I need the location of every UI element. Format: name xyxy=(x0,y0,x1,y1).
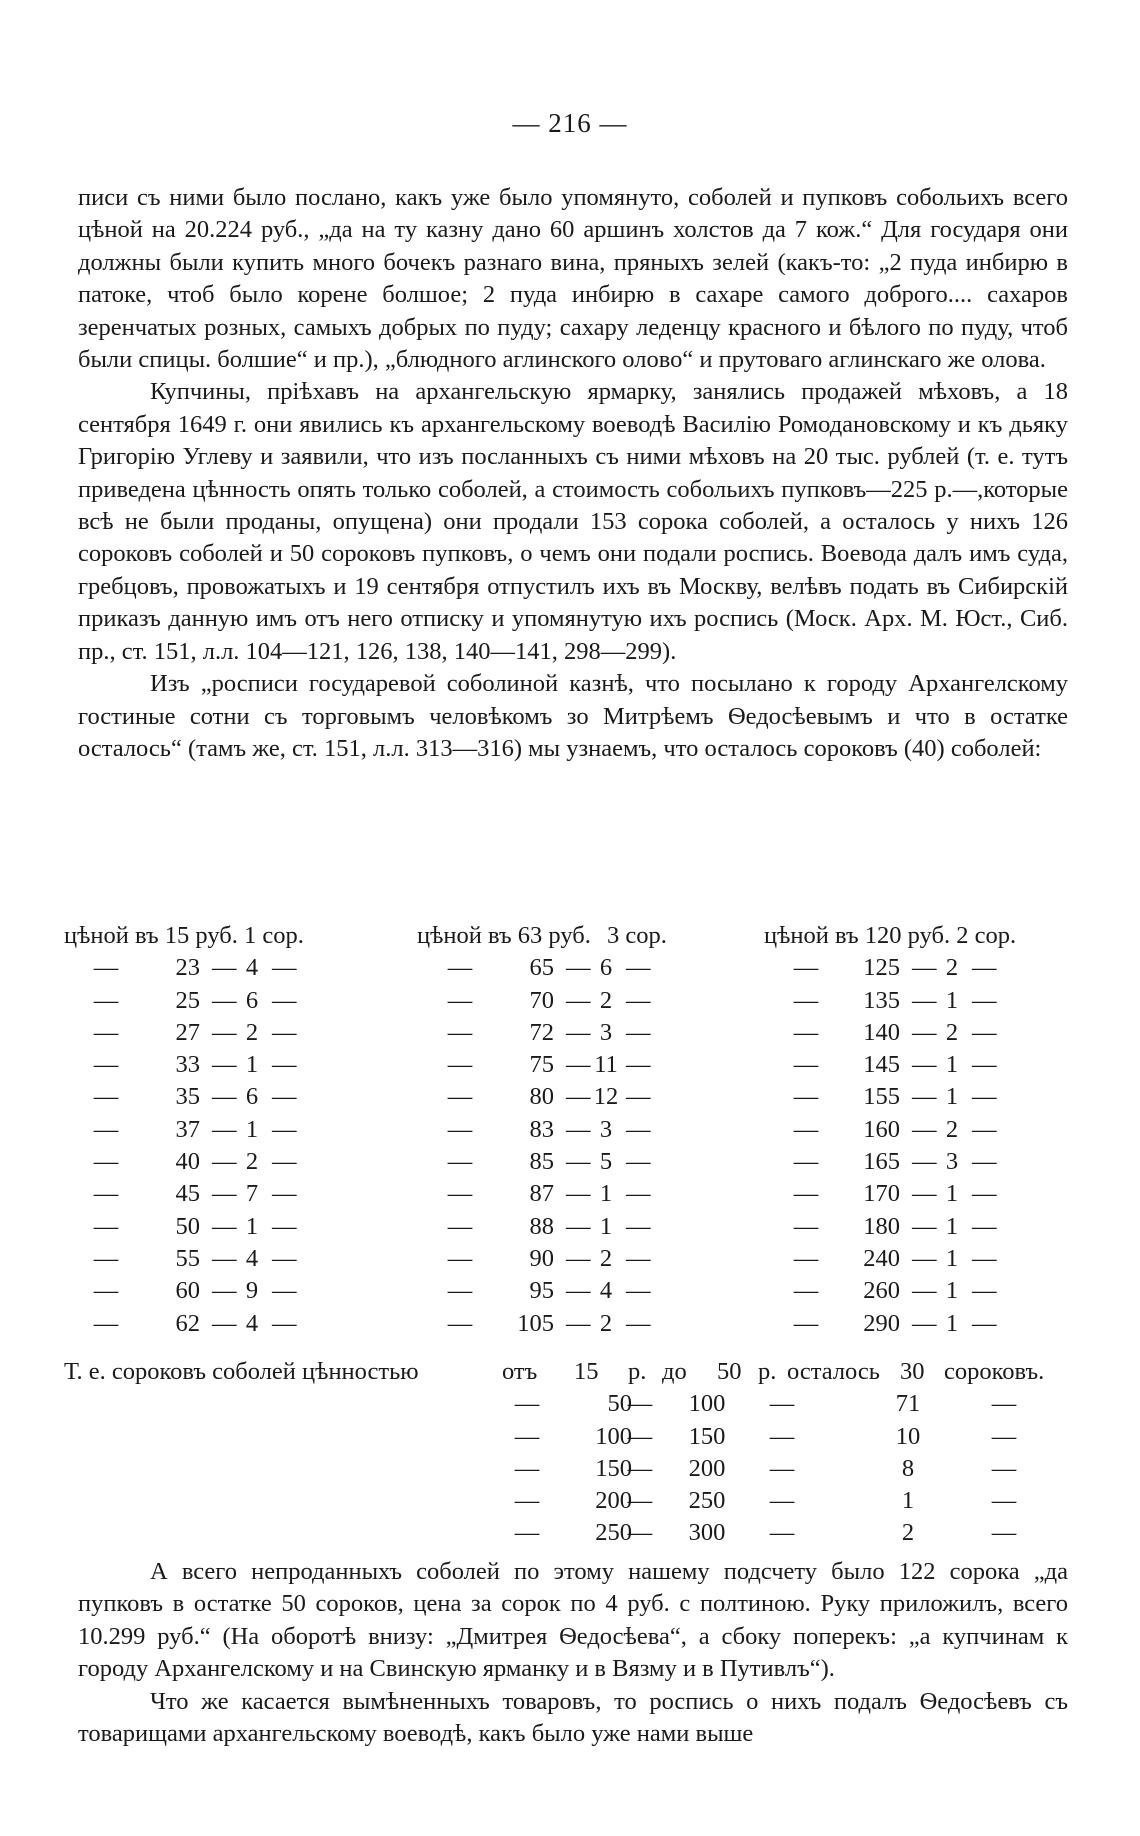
mid-dash: — xyxy=(212,1277,237,1305)
price-cell: 95 xyxy=(529,1277,554,1305)
end-dash: — xyxy=(972,1244,997,1272)
summary-first-count: 30 xyxy=(900,1358,925,1385)
table-row xyxy=(72,952,1072,984)
price-cell: 75 xyxy=(529,1051,554,1079)
body-text-top xyxy=(78,182,1068,765)
summary-to: 200 xyxy=(688,1454,726,1482)
mid-dash: — xyxy=(212,1180,237,1208)
end-dash: — xyxy=(272,986,297,1014)
summary-dash: — xyxy=(514,1422,540,1450)
summary-dash: — xyxy=(769,1487,795,1515)
summary-first-row xyxy=(64,1356,1072,1388)
end-dash: — xyxy=(626,1051,651,1079)
lead-dash: — xyxy=(93,1148,119,1176)
table-header-row xyxy=(64,920,1072,952)
header-count: 3 xyxy=(606,922,626,949)
summary-count: 1 xyxy=(901,1487,915,1515)
price-cell: 125 xyxy=(863,954,900,982)
count-cell: 3 xyxy=(599,1018,613,1046)
end-dash: — xyxy=(972,1018,997,1046)
summary-first-to-unit: р. xyxy=(758,1358,777,1385)
count-cell: 4 xyxy=(599,1277,613,1305)
end-dash: — xyxy=(972,1309,997,1337)
summary-dash: — xyxy=(514,1390,540,1418)
lead-dash: — xyxy=(447,1244,473,1272)
end-dash: — xyxy=(972,1277,997,1305)
count-cell: 1 xyxy=(945,1212,959,1240)
summary-to: 300 xyxy=(688,1519,726,1547)
header-count: 1 xyxy=(243,922,263,949)
price-cell: 170 xyxy=(863,1180,900,1208)
price-cell: 45 xyxy=(175,1180,200,1208)
summary-count: 71 xyxy=(895,1390,921,1418)
count-cell: 6 xyxy=(245,1083,259,1111)
mid-dash: — xyxy=(212,986,237,1014)
summary-dash: — xyxy=(627,1487,653,1515)
end-dash: — xyxy=(626,954,651,982)
end-dash: — xyxy=(272,1309,297,1337)
summary-from-word: отъ xyxy=(502,1358,538,1385)
end-dash: — xyxy=(626,1115,651,1143)
lead-dash: — xyxy=(93,1115,119,1143)
price-cell: 55 xyxy=(175,1244,200,1272)
lead-dash: — xyxy=(793,954,819,982)
price-cell: 37 xyxy=(175,1115,200,1143)
lead-dash: — xyxy=(93,1212,119,1240)
count-cell: 6 xyxy=(599,954,613,982)
end-dash: — xyxy=(626,1309,651,1337)
mid-dash: — xyxy=(912,1115,937,1143)
count-cell: 1 xyxy=(945,1277,959,1305)
header-count-unit: сор. xyxy=(974,922,1017,949)
count-cell: 1 xyxy=(599,1212,613,1240)
summary-dash: — xyxy=(769,1519,795,1547)
lead-dash: — xyxy=(447,1309,473,1337)
lead-dash: — xyxy=(93,1051,119,1079)
mid-dash: — xyxy=(912,1051,937,1079)
end-dash: — xyxy=(272,954,297,982)
count-cell: 2 xyxy=(599,1244,613,1272)
lead-dash: — xyxy=(93,1277,119,1305)
price-cell: 290 xyxy=(863,1309,900,1337)
end-dash: — xyxy=(972,1051,997,1079)
price-cell: 35 xyxy=(175,1083,200,1111)
summary-row xyxy=(72,1421,1072,1453)
header-label: цѣной въ xyxy=(417,922,518,949)
summary-dash: — xyxy=(991,1390,1017,1418)
end-dash: — xyxy=(972,954,997,982)
summary-dash: — xyxy=(769,1390,795,1418)
sable-price-table xyxy=(64,920,1072,1340)
end-dash: — xyxy=(272,1277,297,1305)
page-number: — 216 — xyxy=(512,108,628,138)
price-cell: 33 xyxy=(175,1051,200,1079)
count-cell: 6 xyxy=(245,986,259,1014)
count-cell: 1 xyxy=(599,1180,613,1208)
end-dash: — xyxy=(626,1244,651,1272)
mid-dash: — xyxy=(912,1277,937,1305)
summary-first-count-unit: сороковъ. xyxy=(944,1358,1045,1385)
price-cell: 65 xyxy=(529,954,554,982)
lead-dash: — xyxy=(447,1277,473,1305)
lead-dash: — xyxy=(793,1309,819,1337)
summary-dash: — xyxy=(514,1487,540,1515)
price-cell: 140 xyxy=(863,1018,900,1046)
count-cell: 2 xyxy=(245,1018,259,1046)
end-dash: — xyxy=(272,1083,297,1111)
header-label: цѣной въ xyxy=(64,922,165,949)
count-cell: 2 xyxy=(945,1115,959,1143)
mid-dash: — xyxy=(566,1180,591,1208)
end-dash: — xyxy=(972,1148,997,1176)
table-row xyxy=(72,1243,1072,1275)
summary-dash: — xyxy=(514,1519,540,1547)
count-cell: 3 xyxy=(945,1148,959,1176)
price-cell: 80 xyxy=(529,1083,554,1111)
lead-dash: — xyxy=(793,1115,819,1143)
summary-row xyxy=(72,1388,1072,1420)
summary-from: 250 xyxy=(595,1519,632,1547)
count-cell: 1 xyxy=(945,1244,959,1272)
end-dash: — xyxy=(272,1115,297,1143)
count-cell: 1 xyxy=(945,1309,959,1337)
summary-lead: Т. е. сороковъ соболей цѣнностью xyxy=(64,1358,419,1385)
summary-row xyxy=(72,1517,1072,1549)
end-dash: — xyxy=(972,1212,997,1240)
lead-dash: — xyxy=(93,1309,119,1337)
end-dash: — xyxy=(626,1212,651,1240)
summary-dash: — xyxy=(769,1422,795,1450)
end-dash: — xyxy=(626,1083,651,1111)
mid-dash: — xyxy=(566,986,591,1014)
table-row xyxy=(72,1178,1072,1210)
header-price: 63 xyxy=(517,922,549,949)
price-cell: 85 xyxy=(529,1148,554,1176)
summary-dash: — xyxy=(991,1422,1017,1450)
count-cell: 2 xyxy=(245,1148,259,1176)
summary-dash: — xyxy=(627,1422,653,1450)
count-cell: 12 xyxy=(593,1083,619,1111)
summary-row xyxy=(72,1485,1072,1517)
summary-first-verb: осталось xyxy=(787,1358,880,1385)
lead-dash: — xyxy=(93,1018,119,1046)
paragraph-inventory: Изъ „росписи государевой соболиной казнѣ, что посылано к городу Архангелскому гостиные сотни съ торговымъ человѣкомъ зо Митрѣемъ Ѳедосѣевымъ и что в остатке осталось“ (тамъ же, ст. 151, л.л. 313—316) мы узнаемъ, что осталось сороковъ (40) соболей: xyxy=(78,670,1068,762)
price-cell: 260 xyxy=(863,1277,900,1305)
price-cell: 180 xyxy=(863,1212,900,1240)
lead-dash: — xyxy=(793,1051,819,1079)
summary-from: 100 xyxy=(595,1422,632,1450)
end-dash: — xyxy=(626,1018,651,1046)
mid-dash: — xyxy=(566,1277,591,1305)
count-cell: 2 xyxy=(599,1309,613,1337)
lead-dash: — xyxy=(447,1212,473,1240)
lead-dash: — xyxy=(793,1277,819,1305)
lead-dash: — xyxy=(793,1018,819,1046)
header-col-2 xyxy=(417,920,667,952)
price-cell: 27 xyxy=(175,1018,200,1046)
mid-dash: — xyxy=(566,1018,591,1046)
count-cell: 2 xyxy=(945,1018,959,1046)
price-cell: 90 xyxy=(529,1244,554,1272)
summary-count: 8 xyxy=(901,1454,915,1482)
mid-dash: — xyxy=(212,1148,237,1176)
summary-count: 2 xyxy=(901,1519,915,1547)
count-cell: 2 xyxy=(945,954,959,982)
header-price: 15 xyxy=(164,922,196,949)
count-cell: 4 xyxy=(245,1309,259,1337)
mid-dash: — xyxy=(912,986,937,1014)
summary-from: 200 xyxy=(595,1487,632,1515)
header-unit: руб. xyxy=(907,922,957,949)
mid-dash: — xyxy=(212,1212,237,1240)
end-dash: — xyxy=(626,1277,651,1305)
mid-dash: — xyxy=(912,1083,937,1111)
lead-dash: — xyxy=(447,954,473,982)
mid-dash: — xyxy=(212,1309,237,1337)
summary-count: 10 xyxy=(895,1422,921,1450)
mid-dash: — xyxy=(566,954,591,982)
table-row xyxy=(72,1081,1072,1113)
lead-dash: — xyxy=(93,1083,119,1111)
table-row xyxy=(72,1275,1072,1307)
header-col-3 xyxy=(764,920,1016,952)
lead-dash: — xyxy=(447,1180,473,1208)
header-unit: руб. xyxy=(195,922,244,949)
summary-first-from: 15 xyxy=(574,1358,599,1385)
count-cell: 1 xyxy=(245,1051,259,1079)
price-cell: 88 xyxy=(529,1212,554,1240)
mid-dash: — xyxy=(566,1244,591,1272)
summary-first-to: 50 xyxy=(717,1358,742,1385)
price-cell: 135 xyxy=(863,986,900,1014)
lead-dash: — xyxy=(793,986,819,1014)
mid-dash: — xyxy=(212,1115,237,1143)
summary-first-from-unit: р. xyxy=(628,1358,647,1385)
end-dash: — xyxy=(972,1115,997,1143)
table-rows xyxy=(72,952,1072,1340)
count-cell: 4 xyxy=(245,1244,259,1272)
count-cell: 3 xyxy=(599,1115,613,1143)
price-cell: 145 xyxy=(863,1051,900,1079)
mid-dash: — xyxy=(912,954,937,982)
lead-dash: — xyxy=(93,986,119,1014)
price-cell: 160 xyxy=(863,1115,900,1143)
mid-dash: — xyxy=(212,1051,237,1079)
paragraph-total: А всего непроданныхъ соболей по этому нашему подсчету было 122 сорока „да пупковъ в остатке 50 сороков, цена за сорок по 4 руб. с полтиною. Руку приложилъ, всего 10.299 руб.“ (На оборотѣ внизу: „Дмитрея Ѳедосѣева“, а сбоку поперекъ: „а купчинам к городу Архангелскому и на Свинскую ярманку и в Вязму и в Путивлъ“). xyxy=(78,1558,1068,1683)
mid-dash: — xyxy=(566,1083,591,1111)
table-row xyxy=(72,1049,1072,1081)
lead-dash: — xyxy=(447,986,473,1014)
lead-dash: — xyxy=(447,1051,473,1079)
price-cell: 105 xyxy=(517,1309,554,1337)
lead-dash: — xyxy=(93,1244,119,1272)
mid-dash: — xyxy=(212,1018,237,1046)
summary-dash: — xyxy=(514,1454,540,1482)
count-cell: 1 xyxy=(945,986,959,1014)
price-cell: 155 xyxy=(863,1083,900,1111)
price-cell: 62 xyxy=(175,1309,200,1337)
price-cell: 50 xyxy=(175,1212,200,1240)
price-cell: 165 xyxy=(863,1148,900,1176)
count-cell: 2 xyxy=(599,986,613,1014)
count-cell: 5 xyxy=(599,1148,613,1176)
count-cell: 1 xyxy=(945,1051,959,1079)
mid-dash: — xyxy=(566,1115,591,1143)
end-dash: — xyxy=(626,1148,651,1176)
table-row xyxy=(72,1211,1072,1243)
lead-dash: — xyxy=(93,954,119,982)
end-dash: — xyxy=(272,1018,297,1046)
table-row xyxy=(72,1308,1072,1340)
summary-to: 100 xyxy=(688,1390,726,1418)
header-count: 2 xyxy=(956,922,975,949)
summary-to: 150 xyxy=(688,1422,726,1450)
mid-dash: — xyxy=(912,1309,937,1337)
price-cell: 72 xyxy=(529,1018,554,1046)
lead-dash: — xyxy=(447,1148,473,1176)
table-row xyxy=(72,1114,1072,1146)
end-dash: — xyxy=(972,1180,997,1208)
lead-dash: — xyxy=(447,1018,473,1046)
mid-dash: — xyxy=(212,1244,237,1272)
mid-dash: — xyxy=(566,1051,591,1079)
mid-dash: — xyxy=(212,1083,237,1111)
end-dash: — xyxy=(272,1212,297,1240)
paragraph-merchants: Купчины, пріѣхавъ на архангельскую ярмарку, занялись продажей мѣховъ, а 18 сентября 1649 г. они явились къ архангельскому воеводѣ Василію Ромодановскому и къ дьяку Григорію Углеву и заявили, что изъ посланныхъ съ ними мѣховъ на 20 тыс. рублей (т. е. тутъ приведена цѣнность опять только соболей, а стоимость собольихъ пупковъ—225 р.—,которые всѣ не были проданы, опущена) они продали 153 сорока соболей, а осталось у нихъ 126 сороковъ соболей и 50 сороковъ пупковъ, о чемъ они подали роспись. Воевода далъ имъ суда, гребцовъ, провожатыхъ и 19 сентября отпустилъ ихъ въ Москву, велѣвъ подать въ Сибирскій приказъ данную имъ отъ него отписку и упомянутую ихъ роспись (Моск. Арх. М. Юст., Сиб. пр., ст. 151, л.л. 104—121, 126, 138, 140—141, 298—299). xyxy=(78,378,1068,665)
lead-dash: — xyxy=(447,1115,473,1143)
paragraph-goods: Что же касается вымѣненныхъ товаровъ, то роспись о нихъ подалъ Ѳедосѣевъ съ товарищами архангельскому воеводѣ, какъ было уже нами выше xyxy=(78,1687,1068,1748)
price-cell: 25 xyxy=(175,986,200,1014)
end-dash: — xyxy=(272,1180,297,1208)
header-unit: руб. xyxy=(548,922,597,949)
end-dash: — xyxy=(972,986,997,1014)
mid-dash: — xyxy=(912,1018,937,1046)
mid-dash: — xyxy=(912,1148,937,1176)
mid-dash: — xyxy=(212,954,237,982)
header-price: 120 xyxy=(864,922,908,949)
count-cell: 1 xyxy=(245,1212,259,1240)
count-cell: 1 xyxy=(945,1180,959,1208)
count-cell: 1 xyxy=(945,1083,959,1111)
mid-dash: — xyxy=(912,1212,937,1240)
summary-row xyxy=(72,1453,1072,1485)
summary-dash: — xyxy=(627,1390,653,1418)
summary-from: 150 xyxy=(595,1454,632,1482)
summary-block xyxy=(64,1356,1072,1550)
end-dash: — xyxy=(972,1083,997,1111)
summary-rows xyxy=(72,1388,1072,1549)
count-cell: 11 xyxy=(594,1051,618,1079)
mid-dash: — xyxy=(566,1212,591,1240)
lead-dash: — xyxy=(793,1148,819,1176)
price-cell: 83 xyxy=(529,1115,554,1143)
end-dash: — xyxy=(626,986,651,1014)
price-cell: 70 xyxy=(529,986,554,1014)
summary-to: 250 xyxy=(688,1487,726,1515)
summary-dash: — xyxy=(991,1487,1017,1515)
summary-from: 50 xyxy=(607,1390,632,1418)
end-dash: — xyxy=(272,1051,297,1079)
mid-dash: — xyxy=(566,1309,591,1337)
summary-dash: — xyxy=(991,1454,1017,1482)
lead-dash: — xyxy=(793,1180,819,1208)
end-dash: — xyxy=(626,1180,651,1208)
paragraph-continuation: писи съ ними было послано, какъ уже было упомянуто, соболей и пупковъ собольихъ всего цѣной на 20.224 руб., „да на ту казну дано 60 аршинъ холстов да 7 кож.“ Для государя они должны были купить много бочекъ разнаго вина, пряныхъ зелей (какъ-то: „2 пуда инбирю в патоке, чтоб было корене болшое; 2 пуда инбирю в сахаре самого доброго.... сахаров зеренчатых розных, самыхъ добрых по пуду; сахару леденцу красного и бѣлого по пуду, чтоб были спицы. болшие“ и пр.), „блюдного аглинского олово“ и прутоваго аглинскаго же олова. xyxy=(78,184,1068,374)
price-cell: 60 xyxy=(175,1277,200,1305)
mid-dash: — xyxy=(566,1148,591,1176)
summary-dash: — xyxy=(627,1519,653,1547)
table-row xyxy=(72,985,1072,1017)
end-dash: — xyxy=(272,1148,297,1176)
header-count-unit: сор. xyxy=(625,922,667,949)
count-cell: 4 xyxy=(245,954,259,982)
count-cell: 9 xyxy=(245,1277,259,1305)
mid-dash: — xyxy=(912,1180,937,1208)
lead-dash: — xyxy=(447,1083,473,1111)
lead-dash: — xyxy=(793,1244,819,1272)
header-col-1 xyxy=(64,920,304,952)
lead-dash: — xyxy=(793,1083,819,1111)
header-label: цѣной въ xyxy=(764,922,865,949)
price-cell: 240 xyxy=(863,1244,900,1272)
header-count-unit: сор. xyxy=(262,922,304,949)
price-cell: 87 xyxy=(529,1180,554,1208)
price-cell: 40 xyxy=(175,1148,200,1176)
summary-first-to-word: до xyxy=(662,1358,687,1385)
body-text-bottom xyxy=(78,1556,1068,1750)
summary-dash: — xyxy=(769,1454,795,1482)
lead-dash: — xyxy=(793,1212,819,1240)
table-row xyxy=(72,1146,1072,1178)
mid-dash: — xyxy=(912,1244,937,1272)
lead-dash: — xyxy=(93,1180,119,1208)
table-row xyxy=(72,1017,1072,1049)
count-cell: 7 xyxy=(245,1180,259,1208)
summary-dash: — xyxy=(991,1519,1017,1547)
summary-dash: — xyxy=(627,1454,653,1482)
end-dash: — xyxy=(272,1244,297,1272)
price-cell: 23 xyxy=(175,954,200,982)
count-cell: 1 xyxy=(245,1115,259,1143)
